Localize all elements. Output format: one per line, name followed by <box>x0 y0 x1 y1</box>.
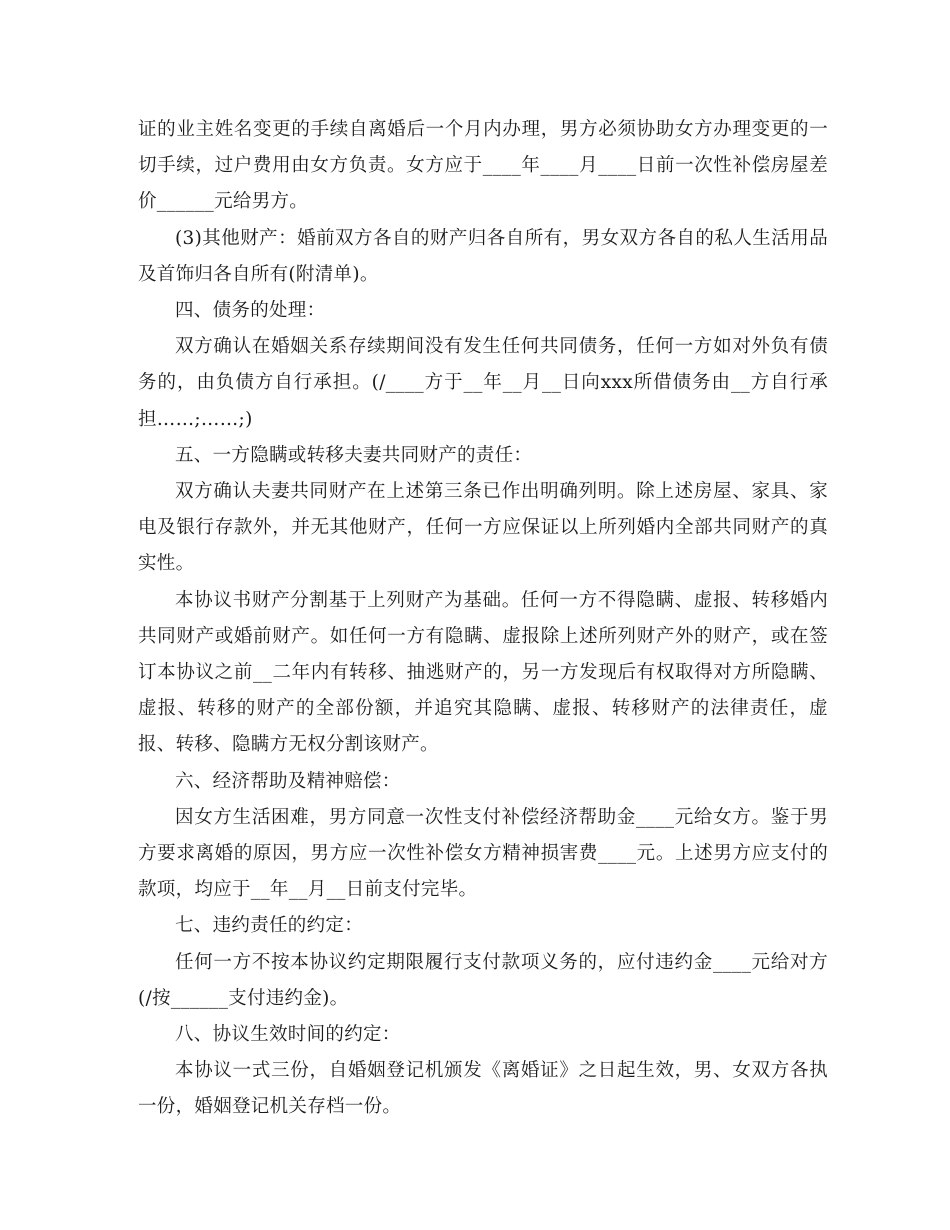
document-body <box>138 112 828 1126</box>
heading-concealment-liability: 五、一方隐瞒或转移夫妻共同财产的责任： <box>175 444 533 466</box>
paragraph-breach-liability: 任何一方不按本协议约定期限履行支付款项义务的，应付违约金____元给对方(/按______支付违约金)。 <box>138 951 828 1009</box>
paragraph-concealment-terms: 本协议书财产分割基于上列财产为基础。任何一方不得隐瞒、虚报、转移婚内共同财产或婚前财产。如任何一方有隐瞒、虚报除上述所列财产外的财产，或在签订本协议之前__二年内有转移、抽逃财产的，另一方发现后有权取得对方所隐瞒、虚报、转移的财产的全部份额，并追究其隐瞒、虚报、转移财产的法律责任，虚报、转移、隐瞒方无权分割该财产。 <box>138 589 828 756</box>
paragraph-economic-assistance: 因女方生活困难，男方同意一次性支付补偿经济帮助金____元给女方。鉴于男方要求离婚的原因，男方应一次性补偿女方精神损害费____元。上述男方应支付的款项，均应于__年__月__日前支付完毕。 <box>138 806 828 901</box>
heading-debt-handling: 四、债务的处理： <box>175 300 326 322</box>
heading-breach-liability: 七、违约责任的约定： <box>175 915 364 937</box>
paragraph-property-transfer-continued: 证的业主姓名变更的手续自离婚后一个月内办理，男方必须协助女方办理变更的一切手续，过户费用由女方负责。女方应于____年____月____日前一次性补偿房屋差价______元给男方。 <box>138 119 828 213</box>
paragraph-effective-date: 本协议一式三份，自婚姻登记机颁发《离婚证》之日起生效，男、女双方各执一份，婚姻登记机关存档一份。 <box>138 1060 828 1118</box>
paragraph-other-property: (3)其他财产：婚前双方各自的财产归各自所有，男女双方各自的私人生活用品及首饰归各自所有(附清单)。 <box>138 227 828 285</box>
paragraph-concealment-confirmation: 双方确认夫妻共同财产在上述第三条已作出明确列明。除上述房屋、家具、家电及银行存款外，并无其他财产，任何一方应保证以上所列婚内全部共同财产的真实性。 <box>138 481 828 575</box>
paragraph-debt-handling: 双方确认在婚姻关系存续期间没有发生任何共同债务，任何一方如对外负有债务的，由负债方自行承担。(/____方于__年__月__日向xxx所借债务由__方自行承担……;……;) <box>138 336 828 430</box>
heading-effective-date: 八、协议生效时间的约定： <box>175 1024 401 1046</box>
heading-economic-assistance: 六、经济帮助及精神赔偿： <box>175 770 401 792</box>
